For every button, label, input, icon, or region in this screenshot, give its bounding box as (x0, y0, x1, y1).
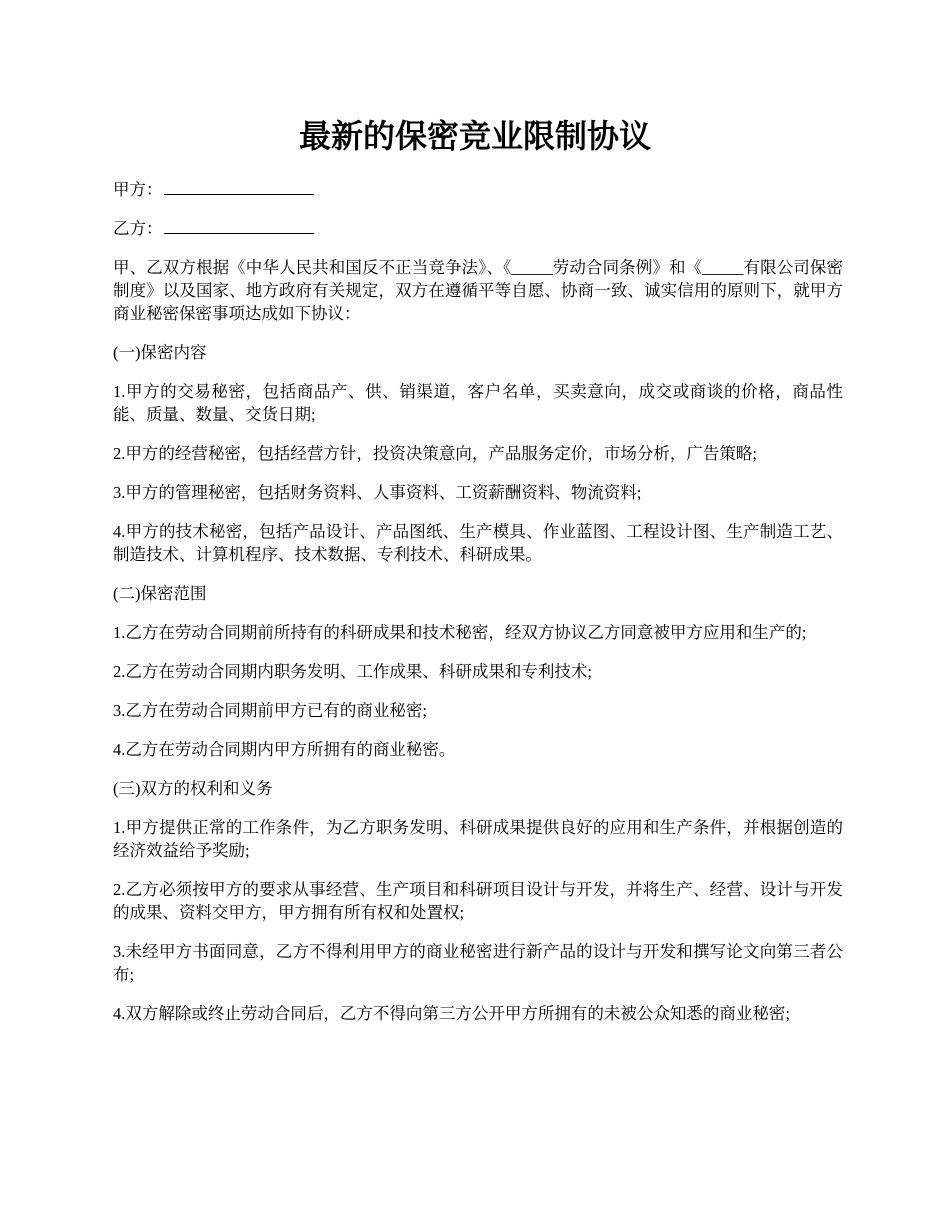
paragraph: 1.乙方在劳动合同期前所持有的科研成果和技术秘密，经双方协议乙方同意被甲方应用和生产的; (113, 623, 807, 642)
paragraph: 4.双方解除或终止劳动合同后，乙方不得向第三方公开甲方所拥有的未被公众知悉的商业秘密; (113, 1004, 790, 1023)
party-a-label: 甲方： (113, 180, 163, 199)
paragraph: 3.未经甲方书面同意，乙方不得利用甲方的商业秘密进行新产品的设计与开发和撰写论文向第三者公布; (113, 942, 843, 984)
party-b-label: 乙方： (113, 219, 163, 238)
section-heading-confidential-content: (一)保密内容 (113, 343, 207, 362)
paragraph: 1.甲方提供正常的工作条件，为乙方职务发明、科研成果提供良好的应用和生产条件，并根据创造的经济效益给予奖励; (113, 818, 843, 860)
document-body (113, 178, 843, 1041)
paragraph-intro: 甲、乙双方根据《中华人民共和国反不正当竞争法》、《_____劳动合同条例》和《_____有限公司保密制度》以及国家、地方政府有关规定，双方在遵循平等自愿、协商一致、诚实信用的原则下，就甲方商业秘密保密事项达成如下协议： (113, 258, 843, 323)
party-a-line (113, 178, 843, 201)
paragraph: 3.乙方在劳动合同期前甲方已有的商业秘密; (113, 701, 427, 720)
paragraph: 4.乙方在劳动合同期内甲方所拥有的商业秘密。 (113, 740, 456, 759)
paragraph: 1.甲方的交易秘密，包括商品产、供、销渠道，客户名单，买卖意向，成交或商谈的价格，商品性能、质量、数量、交货日期; (113, 382, 843, 424)
party-b-blank (164, 217, 314, 234)
section-heading-rights-obligations: (三)双方的权利和义务 (113, 779, 273, 798)
paragraph: 2.乙方必须按甲方的要求从事经营、生产项目和科研项目设计与开发，并将生产、经营、设计与开发的成果、资料交甲方，甲方拥有所有权和处置权; (113, 880, 843, 922)
paragraph: 2.甲方的经营秘密，包括经营方针，投资决策意向，产品服务定价，市场分析，广告策略; (113, 444, 757, 463)
party-b-line (113, 217, 843, 240)
paragraph: 2.乙方在劳动合同期内职务发明、工作成果、科研成果和专利技术; (113, 662, 592, 681)
paragraph: 3.甲方的管理秘密，包括财务资料、人事资料、工资薪酬资料、物流资料; (113, 483, 642, 502)
section-heading-confidential-scope: (二)保密范围 (113, 584, 207, 603)
document-title: 最新的保密竞业限制协议 (298, 118, 651, 154)
paragraph: 4.甲方的技术秘密，包括产品设计、产品图纸、生产模具、作业蓝图、工程设计图、生产制造工艺、制造技术、计算机程序、技术数据、专利技术、科研成果。 (113, 522, 843, 564)
party-a-blank (164, 178, 314, 195)
